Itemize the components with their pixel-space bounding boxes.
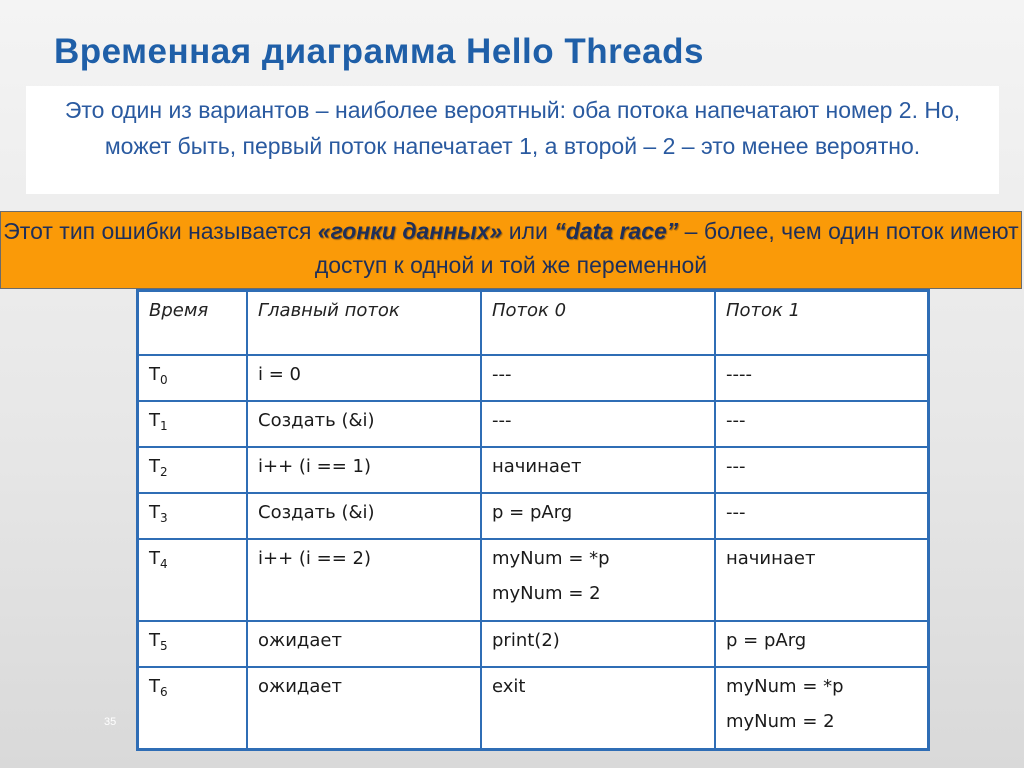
thread-1-cell: p = pArg [715, 621, 929, 667]
table-row [138, 621, 929, 667]
header-thread-1: Поток 1 [715, 291, 929, 356]
main-thread-cell: i = 0 [247, 355, 481, 401]
main-thread-cell: ожидает [247, 667, 481, 750]
thread-0-cell: myNum = *p myNum = 2 [481, 539, 715, 621]
thread-1-cell: --- [715, 401, 929, 447]
main-thread-cell: i++ (i == 2) [247, 539, 481, 621]
thread-1-cell: myNum = *p myNum = 2 [715, 667, 929, 750]
thread-0-cell: --- [481, 355, 715, 401]
callout-term-russian: «гонки данных» [317, 218, 503, 244]
thread-0-cell: p = pArg [481, 493, 715, 539]
callout-text-mid: или [502, 218, 555, 244]
thread-0-cell: exit [481, 667, 715, 750]
thread-0-cell: --- [481, 401, 715, 447]
table-row [138, 401, 929, 447]
time-cell: $T_2$ [138, 447, 248, 493]
table-row [138, 667, 929, 750]
page-number: 35 [104, 716, 117, 728]
callout-text-post: – более, чем один поток имеют доступ к одной и той же переменной [314, 218, 1019, 278]
time-cell: $T_4$ [138, 539, 248, 621]
table-row [138, 493, 929, 539]
callout-text-pre: Этот тип ошибки называется [3, 218, 318, 244]
table-row [138, 539, 929, 621]
thread-0-cell: начинает [481, 447, 715, 493]
table-row [138, 447, 929, 493]
thread-1-cell: --- [715, 447, 929, 493]
main-thread-cell: Создать (&i) [247, 493, 481, 539]
thread-1-cell: ---- [715, 355, 929, 401]
thread-1-cell: начинает [715, 539, 929, 621]
timeline-table [136, 289, 930, 751]
header-time: Время [138, 291, 248, 356]
time-cell: $T_1$ [138, 401, 248, 447]
header-thread-0: Поток 0 [481, 291, 715, 356]
time-cell: $T_0$ [138, 355, 248, 401]
data-race-callout [0, 211, 1022, 289]
header-main-thread: Главный поток [247, 291, 481, 356]
thread-1-cell: --- [715, 493, 929, 539]
main-thread-cell: Создать (&i) [247, 401, 481, 447]
main-thread-cell: i++ (i == 1) [247, 447, 481, 493]
intro-text-box [26, 86, 999, 194]
time-cell: $T_5$ [138, 621, 248, 667]
thread-0-cell: print(2) [481, 621, 715, 667]
main-thread-cell: ожидает [247, 621, 481, 667]
intro-text: Это один из вариантов – наиболее вероятный: оба потока напечатают номер 2. Но, может быть, первый поток напечатает 1, а второй – 2 – это менее вероятно. [64, 97, 961, 159]
time-cell: $T_3$ [138, 493, 248, 539]
slide-title: Временная диаграмма Hello Threads [54, 32, 704, 71]
table-row [138, 355, 929, 401]
time-cell: $T_6$ [138, 667, 248, 750]
callout-term-english: “data race” [554, 218, 679, 244]
table-header-row [138, 291, 929, 356]
